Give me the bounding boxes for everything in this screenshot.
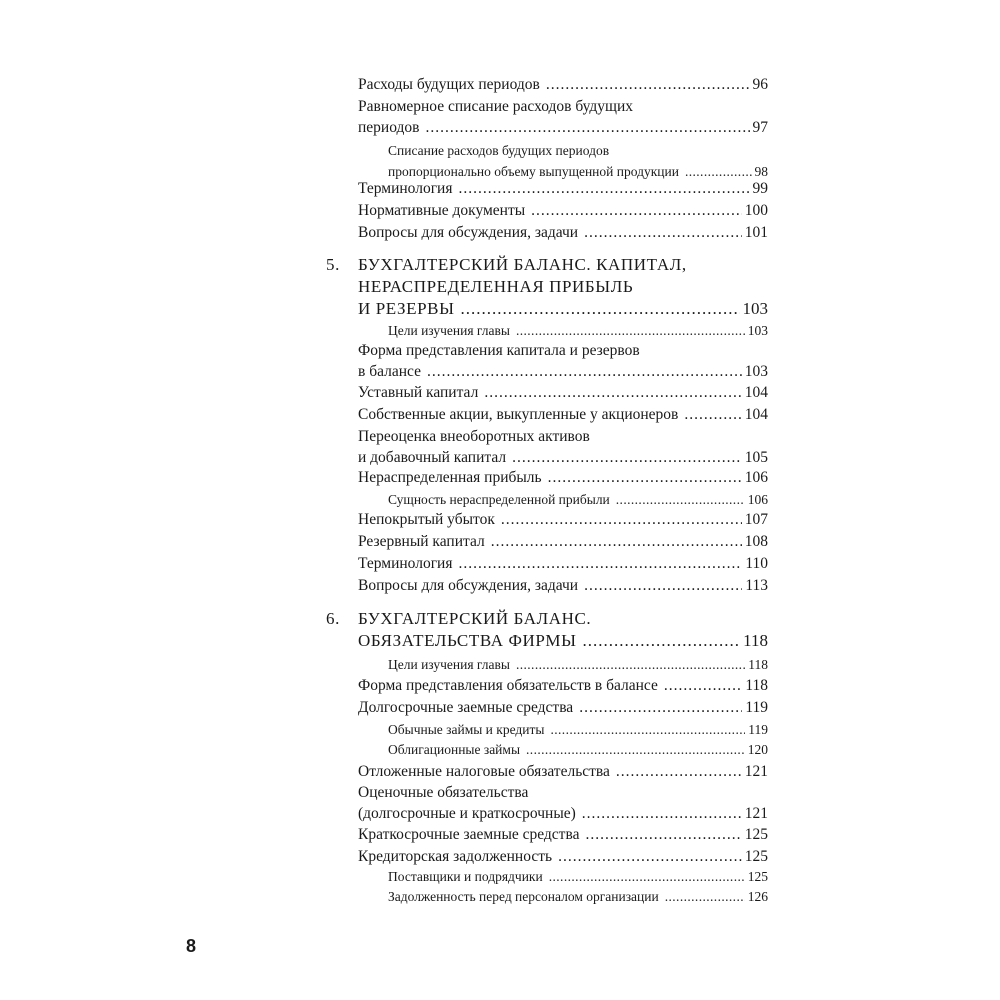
toc-entry — [358, 531, 768, 552]
toc-entry — [358, 846, 768, 867]
toc-entry-title-line: Оценочные обязательства — [358, 784, 529, 801]
dot-leader — [516, 320, 745, 341]
toc-entry — [358, 340, 768, 382]
toc-entry — [388, 489, 768, 510]
toc-page-number: 125 — [744, 848, 768, 865]
dot-leader — [484, 382, 741, 403]
page-number: 8 — [186, 936, 197, 956]
dot-leader — [616, 489, 745, 510]
chapter-number: 5. — [326, 255, 340, 274]
toc-entry-title-line: Вопросы для обсуждения, задачи — [358, 224, 579, 241]
toc-entry — [388, 140, 768, 182]
toc-page-number: 107 — [744, 511, 768, 528]
toc-entry-title-line: Равномерное списание расходов будущих — [358, 98, 634, 115]
toc-entry — [358, 675, 768, 696]
toc-entry — [388, 719, 768, 740]
toc-entry-title-line: Переоценка внеоборотных активов — [358, 428, 590, 445]
toc-entry — [358, 509, 768, 530]
toc-page-number: 113 — [745, 577, 768, 594]
toc-entry — [358, 782, 768, 824]
toc-entry-title-line: Сущность нераспределенной прибыли — [388, 492, 610, 507]
toc-page-number: 106 — [744, 469, 768, 486]
toc-entry-title-line: Терминология — [358, 555, 453, 572]
toc-entry — [388, 866, 768, 887]
toc-entry-title-line: Терминология — [358, 180, 453, 197]
toc-entry — [358, 553, 768, 574]
toc-entry-title-line: Облигационные займы — [388, 742, 521, 757]
toc-entry — [388, 320, 768, 341]
toc-entry-title-line: И РЕЗЕРВЫ — [358, 299, 455, 318]
toc-entry-title-line: Непокрытый убыток — [358, 511, 495, 528]
toc-entry-title-line: НЕРАСПРЕДЕЛЕННАЯ ПРИБЫЛЬ — [358, 277, 634, 296]
toc-entry-title-line: Нераспределенная прибыль — [358, 469, 542, 486]
toc-entry-title-line: Списание расходов будущих периодов — [388, 143, 610, 158]
toc-chapter — [326, 608, 768, 652]
toc-page-number: 125 — [744, 826, 768, 843]
toc-page-number: 103 — [742, 299, 768, 318]
toc-entry-title-line: Задолженность перед персоналом организации — [388, 889, 659, 904]
toc-page-number: 121 — [744, 763, 768, 780]
toc-entry — [358, 824, 768, 845]
toc-page-number: 110 — [745, 555, 768, 572]
dot-leader — [425, 117, 749, 138]
dot-leader — [458, 178, 749, 199]
toc-page-number: 101 — [744, 224, 768, 241]
toc-page-number: 108 — [744, 533, 768, 550]
toc-entry-title-line: Обычные займы и кредиты — [388, 722, 545, 737]
toc-entry-title-line: Собственные акции, выкупленные у акционеров — [358, 406, 679, 423]
toc-entry-title-line: ОБЯЗАТЕЛЬСТВА ФИРМЫ — [358, 631, 577, 650]
toc-page-number: 119 — [745, 699, 768, 716]
toc-entry-title-line: периодов — [358, 119, 420, 136]
toc-entry — [358, 382, 768, 403]
toc-page-number: 120 — [747, 742, 768, 757]
toc-entry-title-line: Нормативные документы — [358, 202, 526, 219]
toc-entry — [358, 74, 768, 95]
toc-entry-title-line: Уставный капитал — [358, 384, 479, 401]
dot-leader — [582, 803, 742, 824]
toc-entry-title-line: Расходы будущих периодов — [358, 76, 540, 93]
toc-entry-title-line: Цели изучения главы — [388, 657, 510, 672]
toc-entry-title-line: Вопросы для обсуждения, задачи — [358, 577, 579, 594]
dot-leader — [584, 575, 742, 596]
dot-leader — [550, 719, 745, 740]
toc-page-number: 119 — [748, 722, 768, 737]
toc-entry — [358, 200, 768, 221]
toc-page-number: 104 — [744, 384, 768, 401]
toc-entry-title-line: БУХГАЛТЕРСКИЙ БАЛАНС. КАПИТАЛ, — [358, 255, 687, 274]
dot-leader — [546, 74, 750, 95]
toc-page-number: 104 — [744, 406, 768, 423]
toc-entry-title-line: Долгосрочные заемные средства — [358, 699, 574, 716]
toc-page-number: 100 — [744, 202, 768, 219]
toc-entry — [388, 886, 768, 907]
toc-page-number: 98 — [754, 164, 768, 179]
toc-page-number: 118 — [745, 677, 768, 694]
toc-page-number: 118 — [743, 631, 768, 650]
dot-leader — [665, 886, 745, 907]
dot-leader — [664, 675, 742, 696]
dot-leader — [427, 361, 742, 382]
toc-entry-title-line: Резервный капитал — [358, 533, 485, 550]
toc-entry-title-line: Краткосрочные заемные средства — [358, 826, 580, 843]
dot-leader — [549, 866, 745, 887]
toc-entry-title-line: в балансе — [358, 363, 421, 380]
dot-leader — [516, 654, 745, 675]
toc-page-number: 106 — [747, 492, 768, 507]
toc-page-number: 118 — [748, 657, 768, 672]
dot-leader — [548, 467, 742, 488]
toc-page-number: 126 — [747, 889, 768, 904]
toc-entry-title-line: Поставщики и подрядчики — [388, 869, 543, 884]
toc-entry — [358, 178, 768, 199]
toc-page-number: 103 — [747, 323, 768, 338]
toc-entry — [358, 404, 768, 425]
dot-leader — [491, 531, 742, 552]
dot-leader — [501, 509, 742, 530]
dot-leader — [558, 846, 742, 867]
dot-leader — [585, 824, 741, 845]
dot-leader — [461, 298, 740, 320]
toc-entry-title-line: Цели изучения главы — [388, 323, 510, 338]
toc-entry — [388, 654, 768, 675]
toc-page-number: 97 — [752, 119, 768, 136]
dot-leader — [616, 761, 742, 782]
toc-entry-title-line: Форма представления обязательств в балансе — [358, 677, 658, 694]
toc-entry — [358, 222, 768, 243]
dot-leader — [531, 200, 742, 221]
dot-leader — [526, 739, 745, 760]
toc-entry-title-line: БУХГАЛТЕРСКИЙ БАЛАНС. — [358, 609, 592, 628]
toc-entry-title-line: Форма представления капитала и резервов — [358, 342, 640, 359]
toc-entry — [358, 697, 768, 718]
toc-entry-title-line: (долгосрочные и краткосрочные) — [358, 805, 576, 822]
toc-entry-title-line: Кредиторская задолженность — [358, 848, 553, 865]
toc-chapter — [326, 254, 768, 320]
toc-entry-title-line: Отложенные налоговые обязательства — [358, 763, 610, 780]
dot-leader — [583, 630, 741, 652]
toc-entry — [358, 575, 768, 596]
toc-entry — [388, 739, 768, 760]
dot-leader — [579, 697, 742, 718]
chapter-number: 6. — [326, 609, 340, 628]
dot-leader — [584, 222, 742, 243]
toc-page-number: 125 — [747, 869, 768, 884]
toc-page-number: 105 — [744, 449, 768, 466]
toc-entry-title-line: пропорционально объему выпущенной продукции — [388, 164, 679, 179]
toc-page-number: 121 — [744, 805, 768, 822]
toc-page-number: 96 — [752, 76, 768, 93]
dot-leader — [684, 404, 741, 425]
toc-entry — [358, 467, 768, 488]
toc-page-number: 103 — [744, 363, 768, 380]
toc-entry — [358, 426, 768, 468]
toc-page-number: 99 — [752, 180, 768, 197]
dot-leader — [458, 553, 742, 574]
toc-entry — [358, 96, 768, 138]
toc-entry — [358, 761, 768, 782]
dot-leader — [512, 447, 742, 468]
toc-entry-title-line: и добавочный капитал — [358, 449, 507, 466]
